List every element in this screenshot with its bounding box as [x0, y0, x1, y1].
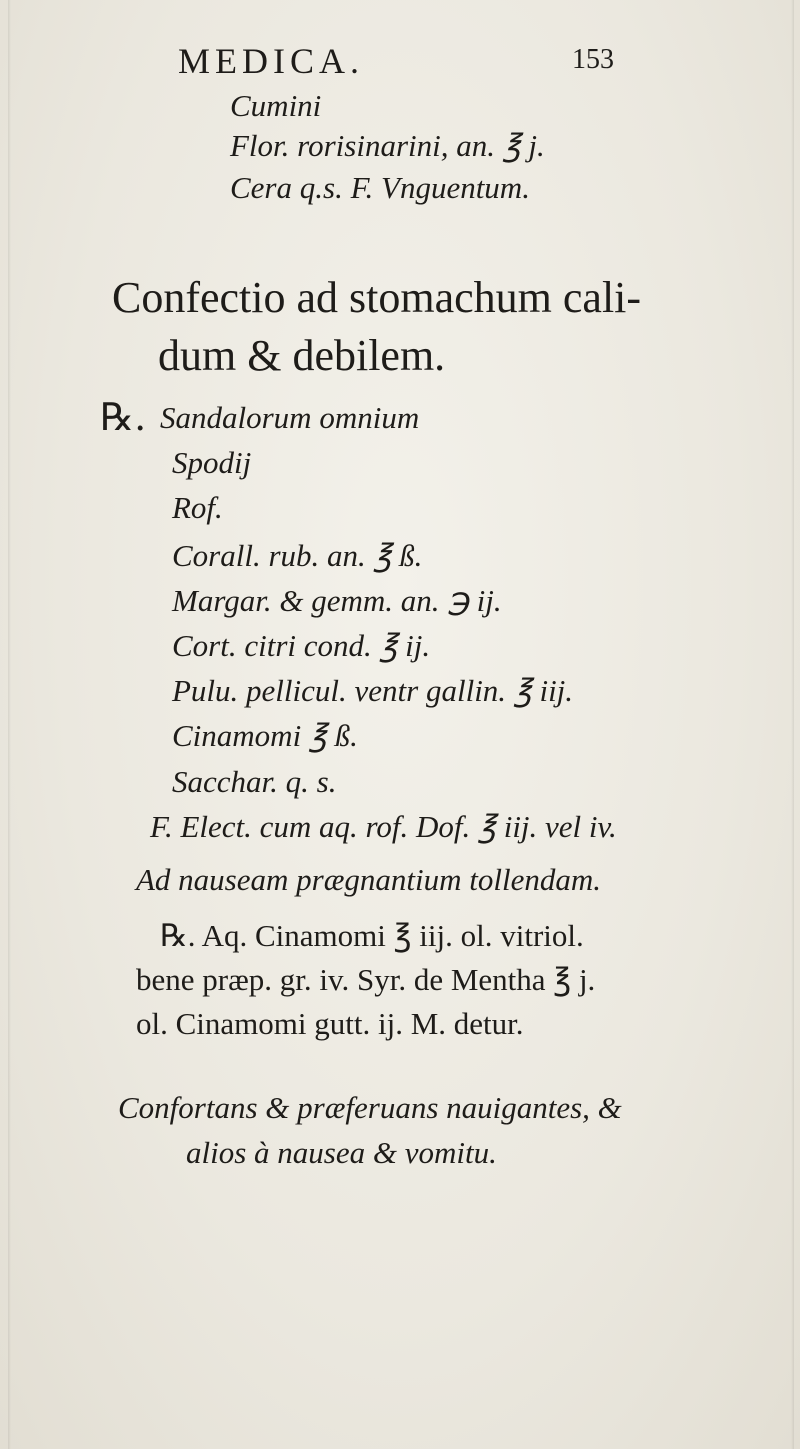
text-line: Cort. citri cond. ℥ ij. [172, 628, 431, 663]
text-line: ol. Cinamomi gutt. ij. M. detur. [136, 1006, 524, 1041]
section-heading: Confectio ad stomachum cali- [112, 273, 642, 322]
text-line: ℞. Aq. Cinamomi ℥ iij. ol. vitriol. [160, 918, 584, 953]
text-line: Flor. rorisinarini, an. ℥ j. [230, 128, 545, 163]
page-fold-shadow-right [791, 0, 794, 1449]
page-fold-shadow-left [8, 0, 11, 1449]
text-line: F. Elect. cum aq. rof. Dof. ℥ iij. vel iv. [150, 809, 617, 844]
section-subheading: Ad nauseam prægnantium tollendam. [136, 862, 601, 897]
text-line: alios à nausea & vomitu. [186, 1135, 497, 1170]
text-line: Margar. & gemm. an. ℈ ij. [172, 583, 502, 618]
text-line: bene præp. gr. iv. Syr. de Mentha ℥ j. [136, 962, 596, 997]
text-line: Corall. rub. an. ℥ ß. [172, 538, 423, 573]
page-number: 153 [572, 44, 614, 75]
text-line: Sandalorum omnium [160, 400, 420, 435]
text-line: Rof. [172, 490, 223, 525]
recipe-sign: ℞. [100, 395, 147, 439]
text-line: Pulu. pellicul. ventr gallin. ℥ iij. [172, 673, 574, 708]
text-line: Cumini [230, 88, 322, 123]
section-heading: dum & debilem. [158, 331, 446, 380]
text-line: Cinamomi ℥ ß. [172, 718, 358, 753]
running-title: MEDICA. [178, 41, 364, 81]
text-line: Cera q.s. F. Vnguentum. [230, 170, 530, 205]
text-line: Spodij [172, 445, 252, 480]
text-line: Sacchar. q. s. [172, 764, 337, 799]
text-line: Confortans & præferuans nauigantes, & [118, 1090, 622, 1125]
